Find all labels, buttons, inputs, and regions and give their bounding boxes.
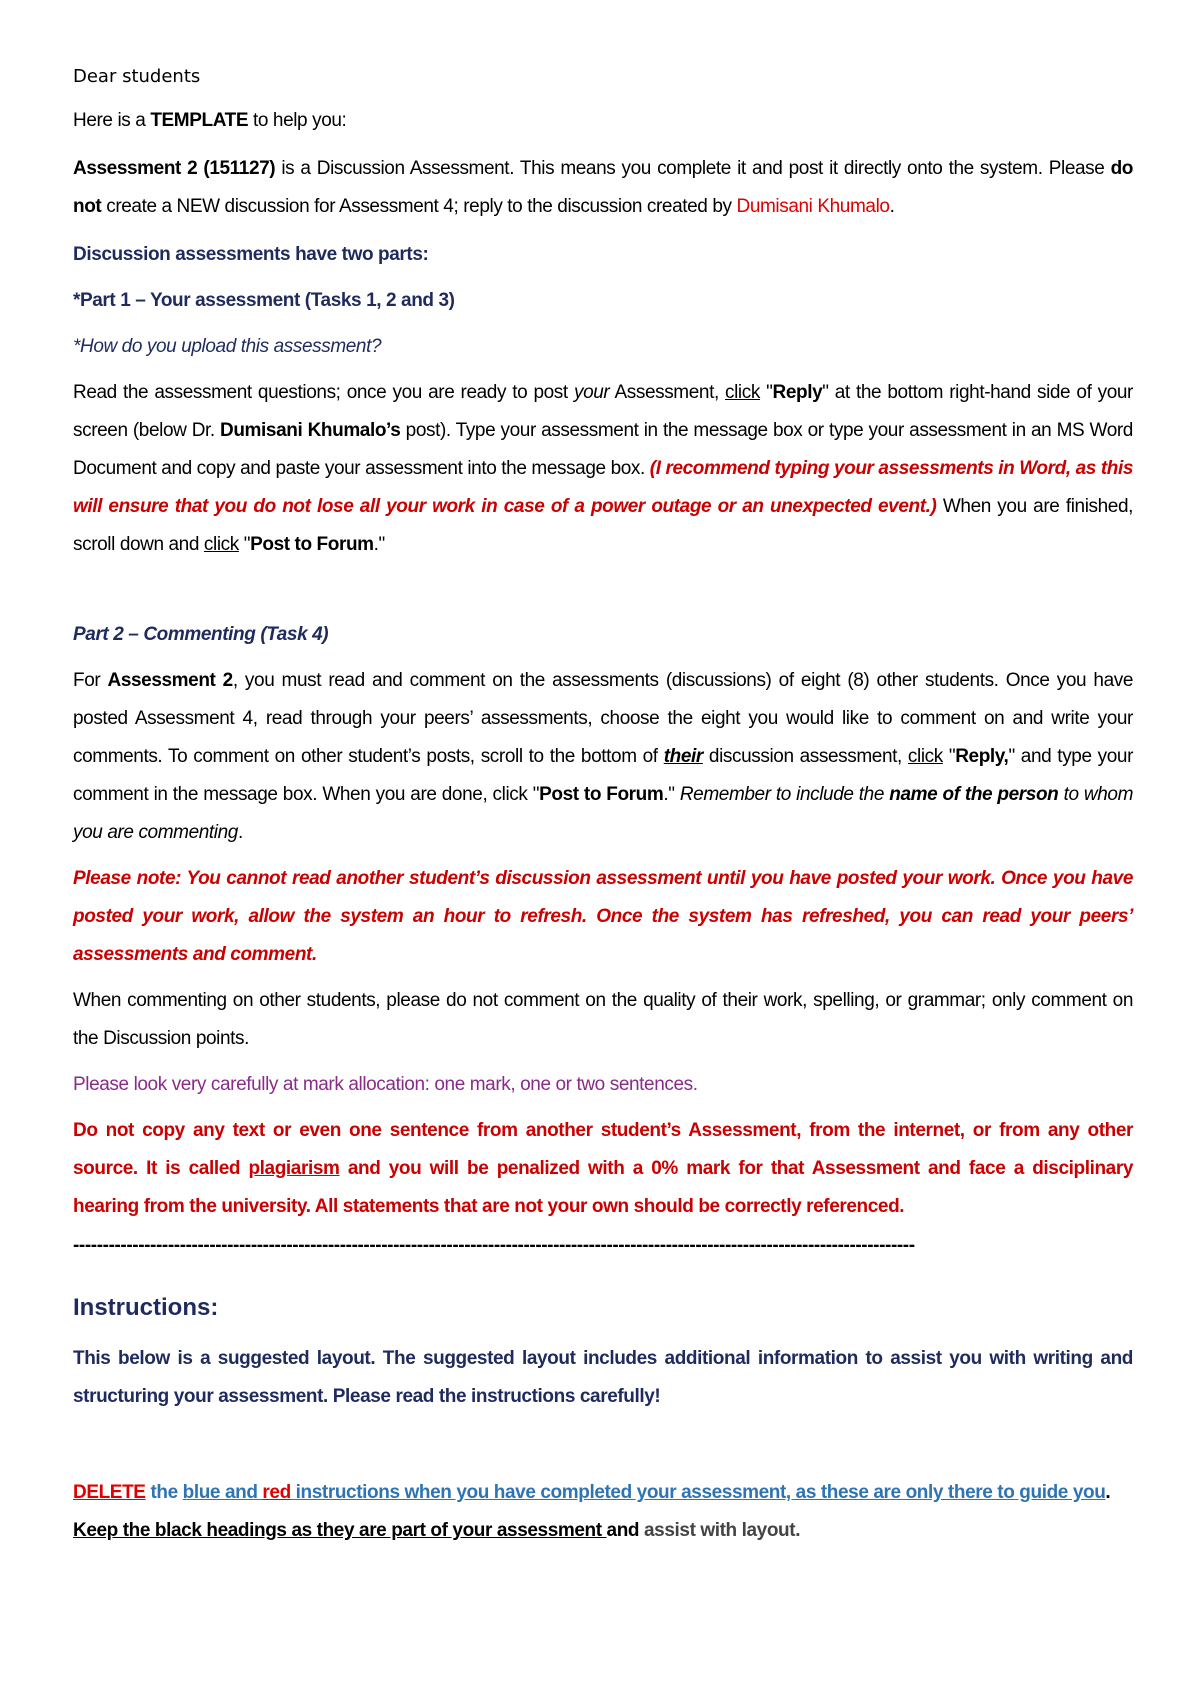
part2-heading: Part 2 – Commenting (Task 4) xyxy=(73,624,329,645)
parts-heading: Discussion assessments have two parts: xyxy=(73,244,429,265)
please-note: Please note: You cannot read another student’s discussion assessment until you have posted your work. Once you have posted your work, allow the system an hour to refresh. Once the system has refreshed, you can read your peers’ assessments and comment. xyxy=(73,868,1133,965)
mark-allocation-note: Please look very carefully at mark allocation: one mark, one or two sentences. xyxy=(73,1074,698,1095)
instructions-heading: Instructions: xyxy=(73,1294,219,1321)
lecturer-name: Dumisani Khumalo xyxy=(736,196,890,217)
template-word: TEMPLATE xyxy=(150,110,249,131)
document-page xyxy=(73,60,1133,1550)
part2-body: For Assessment 2, you must read and comment on the assessments (discussions) of eight (8) other students. Once you have posted Assessment 4, read through your peers’ assessments, choose the eight you would like to comment on and write your comments. To comment on other student’s posts, scroll to the bottom of their discussion assessment, click "Reply," and type your comment in the message box. When you are done, click "Post to Forum." Remember to include the name of the person to whom you are commenting. xyxy=(73,670,1134,843)
click-word: click xyxy=(725,382,760,403)
upload-question: *How do you upload this assessment? xyxy=(73,336,382,357)
keep-headings-instruction: Keep the black headings as they are part of your assessment and assist with layout. xyxy=(73,1520,801,1541)
greeting: Dear students xyxy=(73,66,201,87)
plagiarism-word: plagiarism xyxy=(248,1158,340,1179)
commenting-note: When commenting on other students, please do not comment on the quality of their work, spelling, or grammar; only comment on the Discussion points. xyxy=(73,990,1133,1049)
layout-note: This below is a suggested layout. The suggested layout includes additional information to assist you with writing and structuring your assessment. Please read the instructions carefully! xyxy=(73,1348,1133,1407)
plagiarism-warning: Do not copy any text or even one sentence from another student’s Assessment, from the internet, or from any other source. It is called plagiarism and you will be penalized with a 0% mark for that Assessment and face a disciplinary hearing from the university. All statements that are not your own should be correctly referenced. xyxy=(73,1120,1133,1217)
divider: ---------------------------------------------------------------------------------------------------------------------------------------------- xyxy=(73,1235,915,1256)
assessment-intro-paragraph: Assessment 2 (151127) is a Discussion Assessment. This means you complete it and post it directly onto the system. Please do not create a NEW discussion for Assessment 4; reply to the discussion created by Dumisani Khumalo. xyxy=(73,158,1133,217)
part1-heading: *Part 1 – Your assessment (Tasks 1, 2 and 3) xyxy=(73,290,455,311)
intro-line: Here is a TEMPLATE to help you: xyxy=(73,110,347,131)
word-recommendation: (I recommend typing your assessments in Word, as this will ensure that you do not lose all your work in case of a power outage or an unexpected event.) xyxy=(73,458,1133,517)
part1-body: Read the assessment questions; once you are ready to post your Assessment, click "Reply" at the bottom right-hand side of your screen (below Dr. Dumisani Khumalo’s post). Type your assessment in the message box or type your assessment in an MS Word Document and copy and paste your assessment into the message box. (I recommend typing your assessments in Word, as this will ensure that you do not lose all your work in case of a power outage or an unexpected event.) When you are finished, scroll down and click "Post to Forum." xyxy=(73,382,1133,555)
delete-instruction: DELETE the blue and red instructions when you have completed your assessment, as these are only there to guide you. xyxy=(73,1482,1111,1503)
